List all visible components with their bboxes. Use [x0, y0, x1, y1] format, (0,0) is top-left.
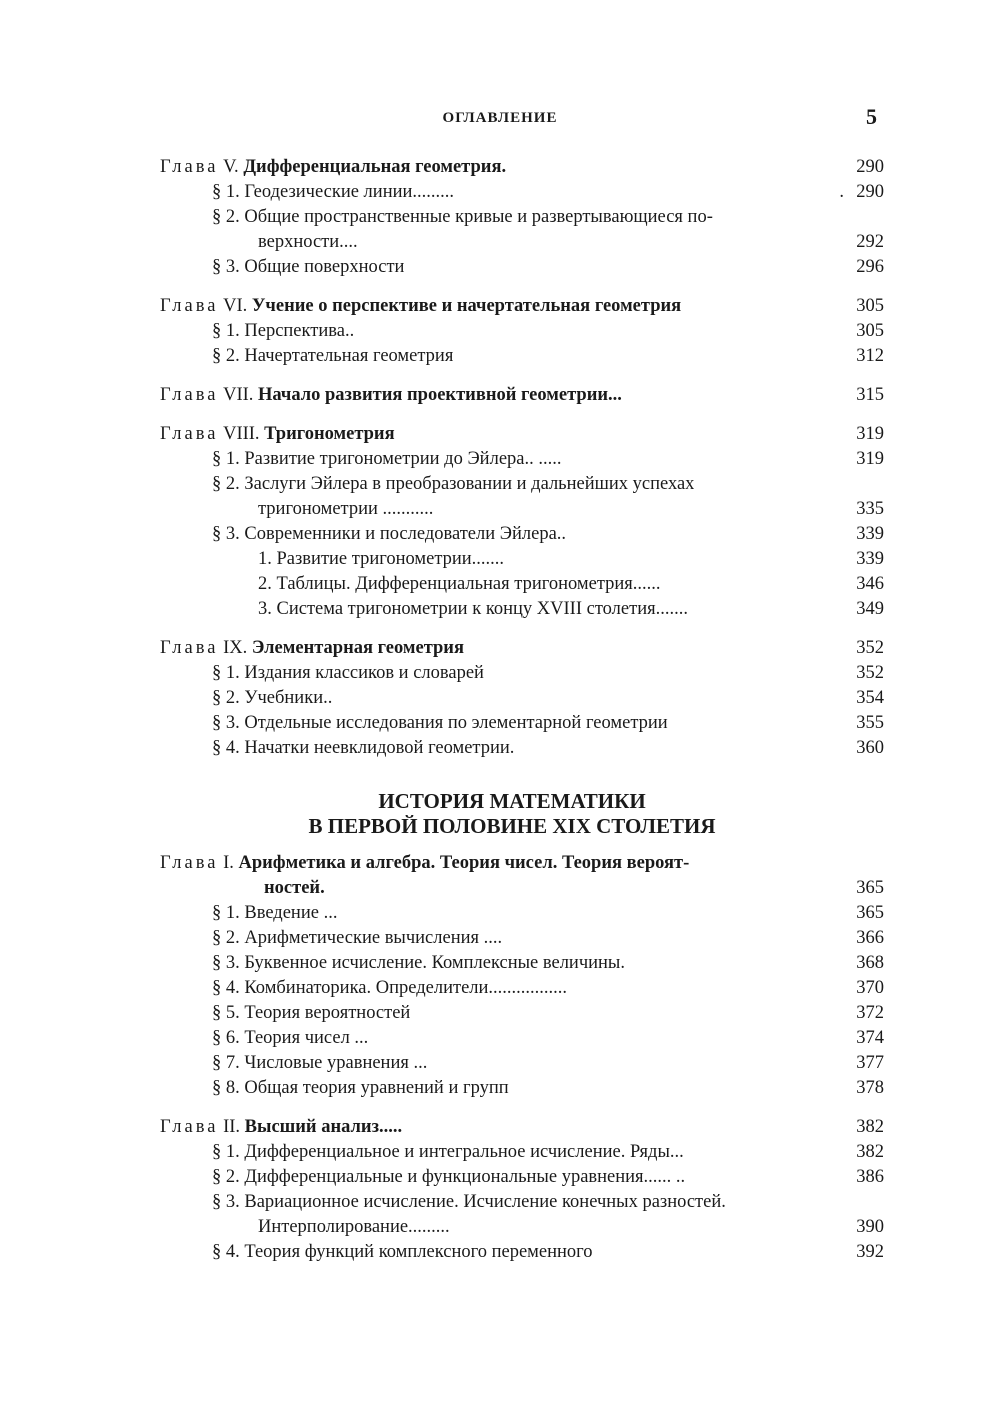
page-ref: 315 [856, 385, 884, 405]
chapter-heading [160, 383, 622, 408]
toc-section-row [160, 205, 884, 230]
toc-section-row [160, 1001, 884, 1026]
page-ref: 335 [856, 499, 884, 519]
leader-space [454, 180, 844, 205]
chapter-heading [160, 1115, 402, 1140]
chapter-heading [160, 294, 681, 319]
page-ref: 296 [856, 257, 884, 277]
chapter-label: Глава [160, 157, 219, 177]
toc-chapter-row [160, 636, 884, 661]
subsection-text: 2. Таблицы. Дифференциальная тригонометрия...... [258, 574, 661, 594]
toc-section-row [160, 255, 884, 280]
section-text: § 2. Заслуги Эйлера в преобразовании и дальнейших успехах [212, 474, 695, 494]
toc-section-row [160, 447, 884, 472]
toc-chapter-row [160, 294, 884, 319]
section-text: § 4. Комбинаторика. Определители................. [212, 978, 568, 998]
toc-section-row [160, 344, 884, 369]
section-text: § 4. Начатки неевклидовой геометрии. [212, 738, 515, 758]
section-text: § 2. Дифференциальные и функциональные уравнения...... .. [212, 1167, 686, 1187]
continuation-text: тригонометрии ........... [258, 499, 434, 519]
chapter-name: Тригонометрия [264, 424, 395, 444]
page-ref: 352 [856, 663, 884, 683]
section-text: § 5. Теория вероятностей [212, 1003, 411, 1023]
page-ref: 382 [856, 1117, 884, 1137]
page-ref: 346 [856, 574, 884, 594]
toc-section-row [160, 1190, 884, 1215]
toc-continuation-row [160, 497, 884, 522]
section-text: § 3. Отдельные исследования по элементарной геометрии [212, 713, 668, 733]
chapter-number: II. [223, 1117, 241, 1137]
toc-part-18th-century [160, 155, 884, 761]
toc-section-row [160, 901, 884, 926]
chapter-number: VII. [223, 385, 254, 405]
section-text: § 2. Арифметические вычисления .... [212, 928, 503, 948]
chapter-number: VIII. [223, 424, 260, 444]
chapter-heading [160, 851, 689, 876]
toc-subsection-row [160, 572, 884, 597]
toc-section-row [160, 1140, 884, 1165]
section-text: § 4. Теория функций комплексного переменного [212, 1242, 593, 1262]
section-text: § 1. Введение ... [212, 903, 338, 923]
page-ref: 360 [856, 738, 884, 758]
page-ref: 319 [856, 449, 884, 469]
section-title-line-1: ИСТОРИЯ МАТЕМАТИКИ [378, 789, 646, 813]
section-text: § 1. Издания классиков и словарей [212, 663, 484, 683]
toc-section-row [160, 1165, 884, 1190]
chapter-heading [160, 155, 506, 180]
section-text: § 8. Общая теория уравнений и групп [212, 1078, 509, 1098]
section-text: § 6. Теория чисел ... [212, 1028, 369, 1048]
page-ref: 377 [856, 1053, 884, 1073]
toc-continuation-row [160, 1215, 884, 1240]
running-header: ОГЛАВЛЕНИЕ [442, 110, 558, 126]
chapter-label: Глава [160, 638, 219, 658]
page-ref: 312 [856, 346, 884, 366]
page-ref: 365 [856, 903, 884, 923]
toc-section-row [160, 472, 884, 497]
chapter-label: Глава [160, 385, 219, 405]
page-number: 5 [866, 104, 877, 129]
chapter-number: IX. [223, 638, 248, 658]
toc-chapter-row [160, 383, 884, 408]
toc-section-row [160, 1026, 884, 1051]
chapter-name: Дифференциальная геометрия. [243, 157, 507, 177]
section-text: § 3. Общие поверхности [212, 257, 405, 277]
page-ref: 354 [856, 688, 884, 708]
chapter-name: Арифметика и алгебра. Теория чисел. Теория вероят- [238, 853, 690, 873]
toc-section-row [160, 976, 884, 1001]
chapter-number: V. [223, 157, 239, 177]
page-ref: 339 [856, 524, 884, 544]
chapter-label: Глава [160, 853, 219, 873]
chapter-number: I. [223, 853, 234, 873]
chapter-label: Глава [160, 1117, 219, 1137]
toc-section-row [160, 711, 884, 736]
toc-subsection-row [160, 547, 884, 572]
toc-section-row [160, 1076, 884, 1101]
leader-dot: . [839, 182, 844, 202]
chapter-name-continuation: ностей. [264, 878, 325, 898]
section-text: § 3. Буквенное исчисление. Комплексные величины. [212, 953, 625, 973]
page-ref: 374 [856, 1028, 884, 1048]
page-ref: 386 [856, 1167, 884, 1187]
toc-chapter-continuation-row [160, 876, 884, 901]
toc-section-row [160, 661, 884, 686]
section-text: § 3. Современники и последователи Эйлера.. [212, 524, 567, 544]
page-ref: 290 [856, 157, 884, 177]
toc-chapter-row [160, 155, 884, 180]
page-ref: 292 [856, 232, 884, 252]
page-ref: 370 [856, 978, 884, 998]
toc-chapter-row [160, 1115, 884, 1140]
chapter-name: Учение о перспективе и начертательная геометрия [251, 296, 682, 316]
section-text: § 7. Числовые уравнения ... [212, 1053, 428, 1073]
subsection-text: 3. Система тригонометрии к концу XVIII столетия....... [258, 599, 688, 619]
page-ref: 366 [856, 928, 884, 948]
page-ref: 319 [856, 424, 884, 444]
toc-section-row [160, 319, 884, 344]
page-ref: 368 [856, 953, 884, 973]
section-title-line-2: В ПЕРВОЙ ПОЛОВИНЕ XIX СТОЛЕТИЯ [308, 814, 716, 838]
toc-continuation-row [160, 230, 884, 255]
toc-section-row [160, 686, 884, 711]
section-text: § 2. Общие пространственные кривые и развертывающиеся по- [212, 207, 713, 227]
page-ref: 305 [856, 321, 884, 341]
section-text: § 3. Вариационное исчисление. Исчисление конечных разностей. [212, 1192, 726, 1212]
chapter-heading [160, 636, 464, 661]
page-ref: 372 [856, 1003, 884, 1023]
continuation-text: Интерполирование......... [258, 1217, 450, 1237]
toc-chapter-row [160, 422, 884, 447]
toc-part-19th-century [160, 851, 884, 1265]
continuation-text: верхности.... [258, 232, 358, 252]
section-text: § 2. Начертательная геометрия [212, 346, 454, 366]
table-of-contents [160, 155, 884, 1265]
chapter-number: VI. [223, 296, 248, 316]
chapter-name: Высший анализ..... [244, 1117, 403, 1137]
toc-section-row [160, 1051, 884, 1076]
page-ref: 339 [856, 549, 884, 569]
chapter-label: Глава [160, 424, 219, 444]
chapter-label: Глава [160, 296, 219, 316]
page-ref: 355 [856, 713, 884, 733]
section-text: § 1. Дифференциальное и интегральное исчисление. Ряды... [212, 1142, 684, 1162]
chapter-name: Начало развития проективной геометрии... [258, 385, 622, 405]
section-title [160, 789, 884, 839]
section-text: § 1. Развитие тригонометрии до Эйлера.. ..... [212, 449, 562, 469]
toc-section-row [160, 180, 884, 205]
chapter-heading [160, 422, 395, 447]
toc-section-row [160, 951, 884, 976]
section-text: § 1. Перспектива.. [212, 321, 355, 341]
page-ref: 392 [856, 1242, 884, 1262]
toc-subsection-row [160, 597, 884, 622]
section-text: § 1. Геодезические линии......... [212, 182, 455, 202]
page-ref: 390 [856, 1217, 884, 1237]
toc-section-row [160, 736, 884, 761]
page-ref: 349 [856, 599, 884, 619]
toc-section-row [160, 522, 884, 547]
page-ref: 365 [856, 878, 884, 898]
page-ref: 378 [856, 1078, 884, 1098]
section-text: § 2. Учебники.. [212, 688, 333, 708]
chapter-name: Элементарная геометрия [251, 638, 464, 658]
page-ref: 290 [856, 182, 884, 202]
subsection-text: 1. Развитие тригонометрии....... [258, 549, 505, 569]
toc-chapter-row [160, 851, 884, 876]
page-ref: 305 [856, 296, 884, 316]
toc-section-row [160, 1240, 884, 1265]
page-ref: 382 [856, 1142, 884, 1162]
toc-section-row [160, 926, 884, 951]
page-ref: 352 [856, 638, 884, 658]
